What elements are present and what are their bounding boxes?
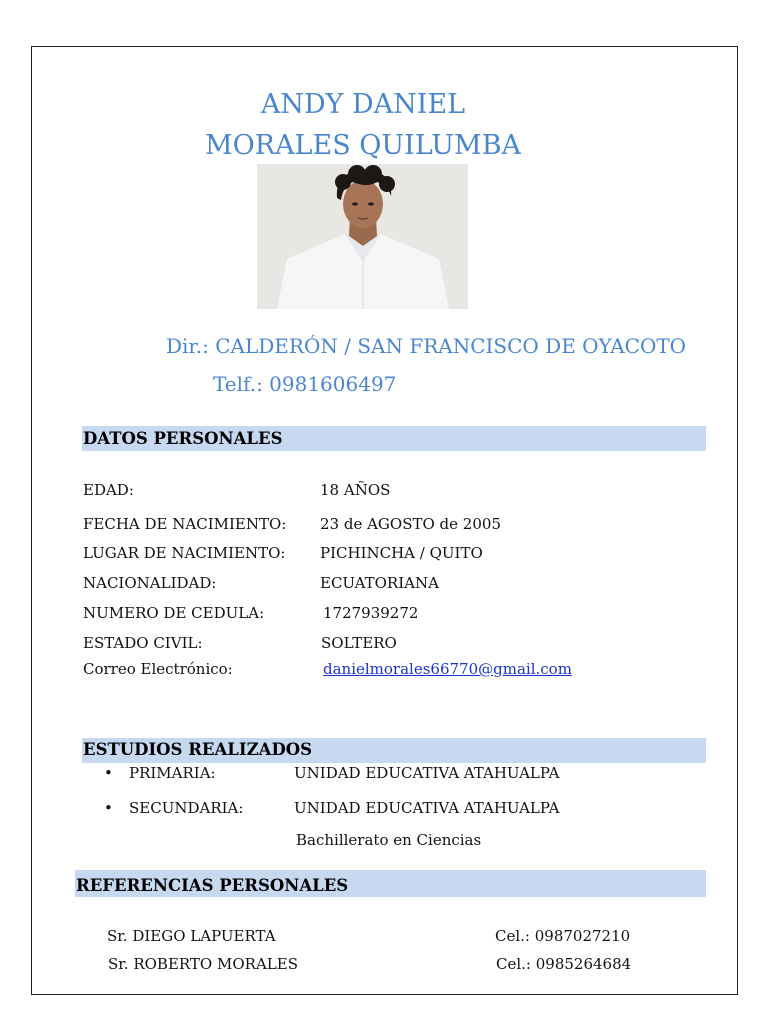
phone-text: Telf.: 0981606497 xyxy=(213,372,397,396)
study-level-secondary: SECUNDARIA: xyxy=(129,799,244,817)
label-birth-place: LUGAR DE NACIMIENTO: xyxy=(83,544,286,562)
reference-phone: Cel.: 0987027210 xyxy=(495,927,631,945)
label-id-number: NUMERO DE CEDULA: xyxy=(83,604,265,622)
value-civil-status: SOLTERO xyxy=(321,634,397,652)
reference-name: Sr. DIEGO LAPUERTA xyxy=(107,927,276,945)
label-email: Correo Electrónico: xyxy=(83,660,233,678)
label-birth-date: FECHA DE NACIMIENTO: xyxy=(83,515,287,533)
value-birth-place: PICHINCHA / QUITO xyxy=(320,544,483,562)
label-age: EDAD: xyxy=(83,481,134,499)
address-text: Dir.: CALDERÓN / SAN FRANCISCO DE OYACOTO xyxy=(166,334,687,358)
bullet-icon: • xyxy=(104,764,113,782)
value-age: 18 AÑOS xyxy=(320,481,391,499)
name-last: MORALES QUILUMBA xyxy=(204,130,522,161)
value-id-number: 1727939272 xyxy=(323,604,419,622)
label-civil-status: ESTADO CIVIL: xyxy=(83,634,203,652)
value-birth-date: 23 de AGOSTO de 2005 xyxy=(320,515,501,533)
study-school-primary: UNIDAD EDUCATIVA ATAHUALPA xyxy=(294,764,560,782)
value-nationality: ECUATORIANA xyxy=(320,574,439,592)
profile-photo xyxy=(257,164,468,309)
study-level-primary: PRIMARIA: xyxy=(129,764,216,782)
name-first: ANDY DANIEL xyxy=(260,89,466,120)
section-title-studies: ESTUDIOS REALIZADOS xyxy=(83,740,313,759)
label-nationality: NACIONALIDAD: xyxy=(83,574,217,592)
section-title-references: REFERENCIAS PERSONALES xyxy=(76,876,349,895)
reference-phone: Cel.: 0985264684 xyxy=(496,955,632,973)
bullet-icon: • xyxy=(104,799,113,817)
section-title-personal: DATOS PERSONALES xyxy=(83,429,283,448)
email-link[interactable]: danielmorales66770@gmail.com xyxy=(323,660,572,678)
study-school-secondary: UNIDAD EDUCATIVA ATAHUALPA xyxy=(294,799,560,817)
study-detail-secondary: Bachillerato en Ciencias xyxy=(296,831,482,849)
reference-name: Sr. ROBERTO MORALES xyxy=(108,955,298,973)
